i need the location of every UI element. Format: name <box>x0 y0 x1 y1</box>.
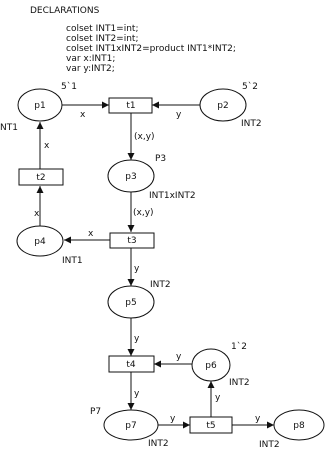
colour-set: INT2 <box>259 440 280 450</box>
colour-set: NT1 <box>0 123 18 133</box>
arc-inscription: y <box>134 389 140 399</box>
place-p4[interactable] <box>17 226 63 256</box>
transition-t3[interactable] <box>110 233 154 248</box>
arc-inscription: (x,y) <box>133 208 154 218</box>
place-p8[interactable] <box>274 410 324 440</box>
transition-label: t1 <box>126 101 136 111</box>
arc-inscription: x <box>44 141 50 151</box>
declaration-line: colset INT1=int; <box>66 24 139 34</box>
arc-inscription: y <box>176 110 182 120</box>
declaration-line: var y:INT2; <box>66 64 115 74</box>
transition-label: t3 <box>127 236 137 246</box>
initial-marking: 1`2 <box>231 342 247 352</box>
arc-inscription: (x,y) <box>134 132 155 142</box>
colour-set: INT1 <box>62 256 83 266</box>
place-p1[interactable] <box>18 89 62 121</box>
declaration-line: colset INT1xINT2=product INT1*INT2; <box>66 44 236 54</box>
arc-inscription: y <box>134 334 140 344</box>
place-label: p1 <box>34 101 46 111</box>
colour-set: INT2 <box>229 378 250 388</box>
place-label: p3 <box>125 172 137 182</box>
transitions <box>19 98 232 433</box>
declarations-block <box>30 6 236 74</box>
arc-inscription: y <box>170 414 176 424</box>
declaration-line: var x:INT1; <box>66 54 116 64</box>
declaration-line: colset INT2=int; <box>66 34 139 44</box>
place-p2[interactable] <box>200 89 246 121</box>
place-label: p8 <box>293 421 305 431</box>
initial-marking: 5`2 <box>242 82 258 92</box>
arc-inscriptions <box>34 110 261 424</box>
arc-inscription: y <box>215 393 221 403</box>
place-name: P3 <box>155 154 167 164</box>
arc-inscription: x <box>34 209 40 219</box>
arc-inscription: x <box>80 110 86 120</box>
place-name: P7 <box>90 407 102 417</box>
place-label: p7 <box>125 421 137 431</box>
declarations-title: DECLARATIONS <box>30 6 100 16</box>
transition-t1[interactable] <box>109 98 152 113</box>
arc-inscription: x <box>88 229 94 239</box>
transition-t5[interactable] <box>190 417 232 433</box>
transition-label: t5 <box>206 421 216 431</box>
place-p6[interactable] <box>192 349 230 381</box>
colour-set: INT1xINT2 <box>149 191 196 201</box>
place-p7[interactable] <box>104 410 158 440</box>
transition-label: t4 <box>126 360 136 370</box>
transition-t2[interactable] <box>19 169 63 185</box>
place-p5[interactable] <box>108 286 154 318</box>
colour-set: INT2 <box>241 119 262 129</box>
transition-label: t2 <box>36 173 46 183</box>
arc-inscription: y <box>176 352 182 362</box>
place-label: p2 <box>217 101 229 111</box>
colour-set: INT2 <box>148 439 169 449</box>
initial-marking: 5`1 <box>61 82 77 92</box>
arc-inscription: y <box>134 264 140 274</box>
place-label: p5 <box>125 298 137 308</box>
place-label: p6 <box>205 361 217 371</box>
colour-set: INT2 <box>150 280 171 290</box>
transition-t4[interactable] <box>109 356 154 372</box>
place-p3[interactable] <box>108 160 154 192</box>
place-label: p4 <box>34 237 46 247</box>
arc-inscription: y <box>255 414 261 424</box>
